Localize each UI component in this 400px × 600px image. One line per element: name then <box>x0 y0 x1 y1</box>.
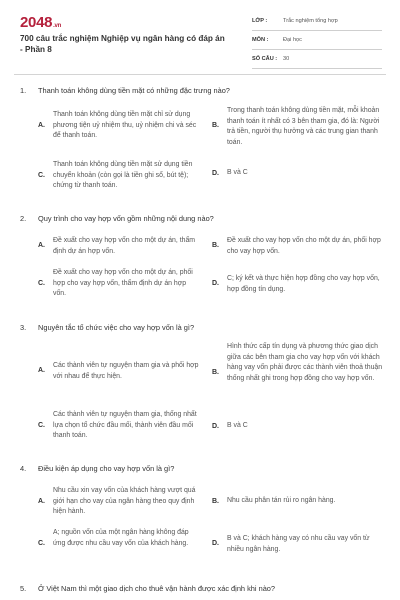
option-text: Thanh toán không dùng tiền mặt chỉ sử dụng phương tiện uỷ nhiệm thu, uỷ nhiệm chi và séc để thanh toán. <box>53 111 197 139</box>
answer-option[interactable] <box>38 361 198 381</box>
option-text: Hình thức cấp tín dụng và phương thức giao dịch giữa các bên tham gia cho vay hợp vốn với khách hàng vay vốn phải được các thành viên thoả thuận thống nhất ghi trong hợp đồng cho vay hợp vốn. <box>227 343 383 382</box>
option-text: Đề xuất cho vay hợp vốn cho một dự án, phối hợp cho vay hợp vốn. <box>227 237 381 255</box>
answer-option[interactable] <box>212 274 382 294</box>
answer-option[interactable] <box>212 421 382 433</box>
option-letter: D. <box>212 423 219 430</box>
option-letter: D. <box>212 540 219 547</box>
option-text: Các thành viên tự nguyện tham gia, thống nhất lựa chọn tổ chức đầu mối, thành viên đầu mối thanh toán. <box>53 411 197 439</box>
option-text: Thanh toán không dùng tiền mặt sử dụng tiền chuyển khoản (còn gọi là tiền ghi sổ, bút tệ); chứng từ thanh toán. <box>53 161 193 189</box>
question-number: 5. <box>20 584 27 593</box>
option-letter: B. <box>212 498 219 505</box>
answer-option[interactable] <box>38 410 198 441</box>
option-text: Trong thanh toán không dùng tiền mặt, mỗi khoản thanh toán ít nhất có 3 bên tham gia, đó là: Người trả tiền, người thụ hưởng và các trung gian thanh toán. <box>227 107 380 146</box>
question-number: 3. <box>20 323 27 332</box>
answer-option[interactable] <box>38 268 198 299</box>
question-number: 4. <box>20 464 27 473</box>
option-letter: A. <box>38 122 45 129</box>
answer-option[interactable] <box>38 236 198 256</box>
meta-value: Đại học <box>283 37 302 43</box>
option-text: Nhu cầu xin vay vốn của khách hàng vượt quá giới hạn cho vay của ngân hàng theo quy định hiện hành. <box>53 487 196 515</box>
option-text: B và C <box>227 169 248 176</box>
question-number: 2. <box>20 214 27 223</box>
option-text: A; nguồn vốn của một ngân hàng không đáp ứng được nhu cầu vay vốn của khách hàng. <box>53 529 189 547</box>
option-text: B và C <box>227 422 248 429</box>
option-letter: D. <box>212 170 219 177</box>
option-letter: C. <box>38 422 45 429</box>
option-letter: B. <box>212 369 219 376</box>
option-text: Đề xuất cho vay hợp vốn cho một dự án, thẩm định dự án hợp vốn. <box>53 237 196 255</box>
question-text: Nguyên tắc tổ chức việc cho vay hợp vốn là gì? <box>38 323 195 332</box>
option-letter: B. <box>212 122 219 129</box>
option-letter: C. <box>38 280 45 287</box>
answer-option[interactable] <box>38 528 198 559</box>
option-letter: D. <box>212 280 219 287</box>
option-letter: A. <box>38 242 45 249</box>
option-letter: A. <box>38 367 45 374</box>
option-letter: B. <box>212 242 219 249</box>
meta-key: MÔN : <box>252 37 269 43</box>
answer-option[interactable] <box>38 486 198 517</box>
question-text: Ở Việt Nam thì một giao dịch cho thuê vận hành được xác định khi nào? <box>38 584 276 593</box>
option-text: Đề xuất cho vay hợp vốn cho một dự án, phối hợp cho vay hợp vốn, thẩm định dự án hợp vốn. <box>53 269 193 297</box>
answer-option[interactable] <box>212 496 382 508</box>
option-letter: C. <box>38 172 45 179</box>
meta-value: Trắc nghiệm tổng hợp <box>283 18 338 24</box>
document-title: 700 câu trắc nghiệm Nghiệp vụ ngân hàng có đáp án - Phần 8 <box>20 34 225 54</box>
option-text: B và C; khách hàng vay có nhu cầu vay vốn từ nhiều ngân hàng. <box>227 535 370 553</box>
option-text: C; ký kết và thực hiện hợp đồng cho vay hợp vốn, hợp đồng tín dụng. <box>227 275 380 293</box>
answer-option[interactable] <box>212 236 382 256</box>
question-number: 1. <box>20 86 27 95</box>
question-text: Điều kiện áp dụng cho vay hợp vốn là gì? <box>38 464 175 473</box>
option-text: Nhu cầu phân tán rủi ro ngân hàng. <box>227 497 336 504</box>
meta-key: SỐ CÂU : <box>252 56 278 62</box>
question-text: Thanh toán không dùng tiền mặt có những đặc trưng nào? <box>38 86 230 95</box>
answer-option[interactable] <box>38 110 198 141</box>
logo-text: 2048 <box>20 14 53 31</box>
question-text: Quy trình cho vay hợp vốn gồm những nội dung nào? <box>38 214 214 223</box>
meta-key: LỚP : <box>252 18 268 24</box>
option-letter: A. <box>38 498 45 505</box>
answer-option[interactable] <box>212 106 382 146</box>
meta-value: 30 <box>283 56 290 62</box>
option-letter: C. <box>38 540 45 547</box>
logo-suffix: .vn <box>53 23 61 29</box>
answer-option[interactable] <box>38 160 198 191</box>
option-text: Các thành viên tự nguyện tham gia và phối hợp với nhau để thực hiện. <box>53 362 199 380</box>
answer-option[interactable] <box>212 534 382 554</box>
answer-option[interactable] <box>212 342 382 404</box>
answer-option[interactable] <box>212 168 382 180</box>
